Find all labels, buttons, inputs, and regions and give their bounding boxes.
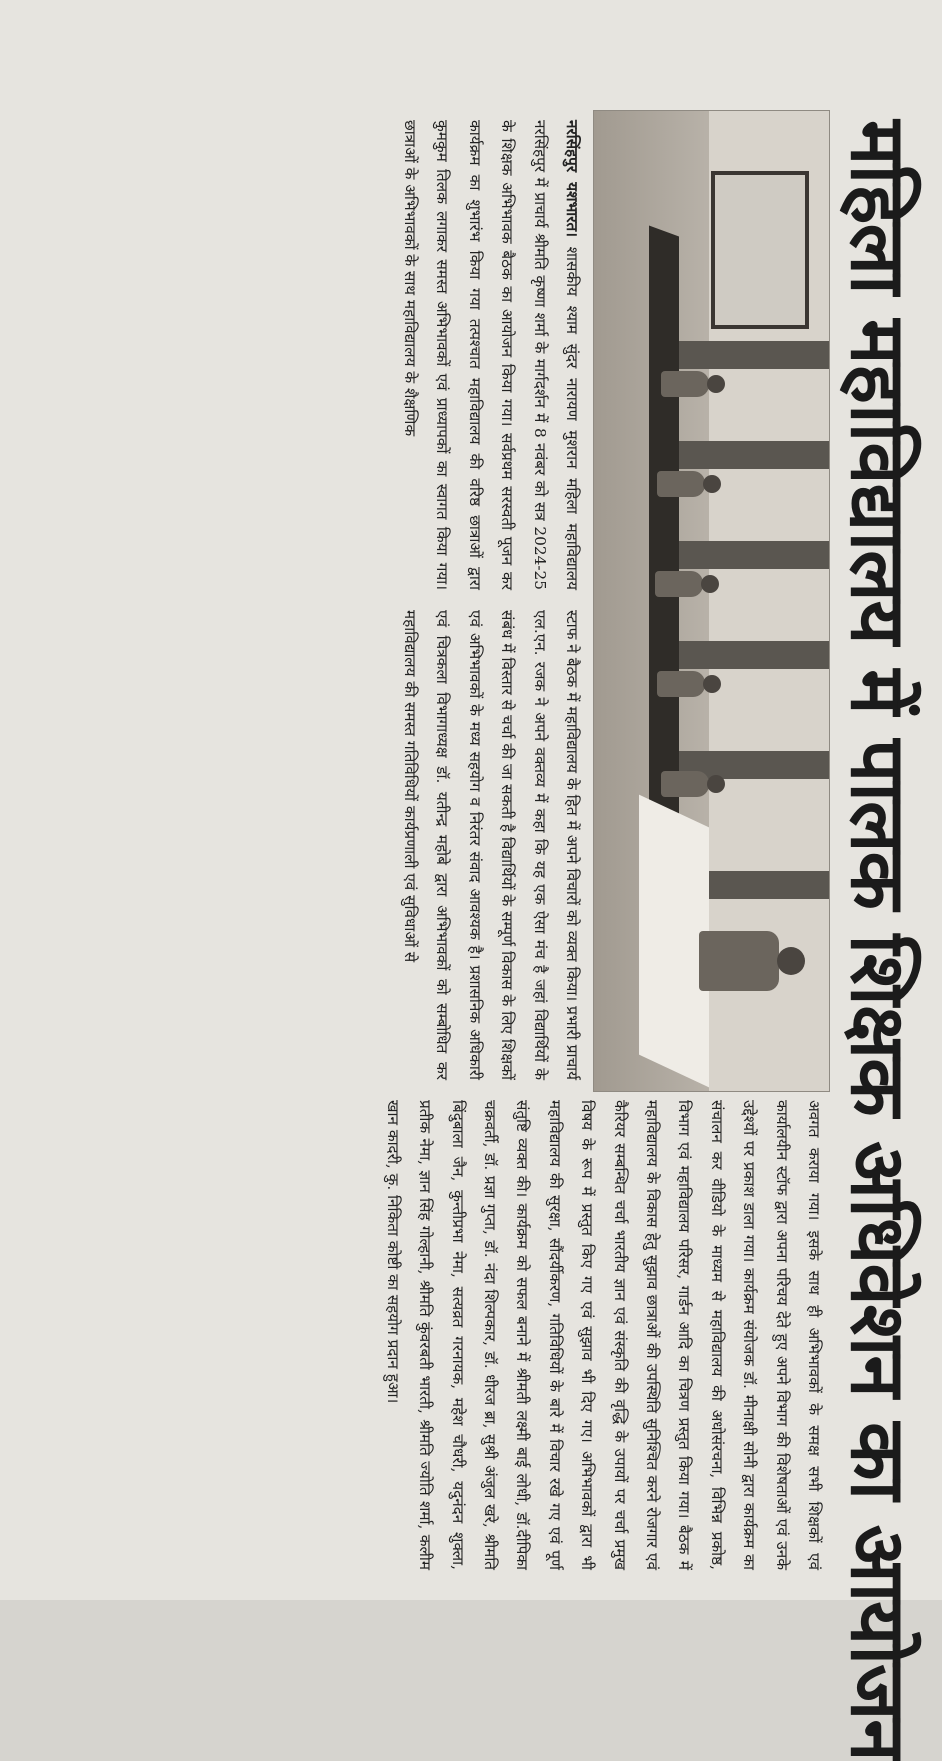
article-dateline: नरसिंहपुर यशभारत।: [563, 120, 581, 237]
photo-person-head: [707, 375, 725, 393]
photo-pillar: [659, 541, 829, 569]
photo-pillar: [659, 641, 829, 669]
photo-pillar: [659, 441, 829, 469]
photo-person: [657, 671, 705, 697]
photo-person: [661, 771, 709, 797]
article-column-2: [0, 610, 588, 1080]
photo-person-head: [777, 947, 805, 975]
event-photo: [593, 110, 830, 1092]
photo-person: [655, 571, 703, 597]
photo-person-standing: [699, 931, 779, 991]
photo-person-head: [701, 575, 719, 593]
article-headline: महिला महाविद्यालय में पालक शिक्षक अधिवेशन का आयोजन: [834, 120, 923, 1761]
article-column-3: [0, 1100, 830, 1570]
photo-notice-board: [711, 171, 809, 329]
photo-person-head: [707, 775, 725, 793]
article-text-1: शासकीय श्याम सुंदर नारायण मुशरान महिला महाविद्यालय नरसिंहपुर में प्राचार्य श्रीमति कृष्णा शर्मा के मार्गदर्शन में 8 नवंबर को सत्र 2024-25 के शिक्षक अभिभावक बैठक का आयोजन किया गया। सर्वप्रथम सरस्वती पूजन कर कार्यक्रम का शुभारंभ किया गया तत्पश्चात महाविद्यालय की वरिष्ठ छात्राओं द्वारा कुमकुम तिलक लगाकर समस्त अभिभावकों एवं प्राध्यापकों का स्वागत किया गया। छात्राओं के अभिभावकों के साथ महाविद्यालय के शैक्षणिक: [400, 120, 581, 590]
photo-person-head: [703, 475, 721, 493]
photo-person-head: [703, 675, 721, 693]
article-column-1: [0, 120, 588, 590]
photo-pillar: [659, 341, 829, 369]
article-text-3: अवगत कराया गया। इसके साथ ही अभिभावकों के समक्ष सभी शिक्षकों एवं कार्यालयीन स्टॉफ द्वारा अपना परिचय देते हुए अपने विभाग की विशेषताओं एवं उनके उद्देश्यों पर प्रकाश डाला गया। कार्यक्रम संयोजक डॉ. मीनाक्षी सोनी द्वारा कार्यक्रम का संचालन कर वीडियो के माध्यम से महाविद्यालय की अधोसंरचना, विभिन्न प्रकोष्ठ, विभाग एवं महाविद्यालय परिसर, गार्डन आदि का चित्रण प्रस्तुत किया गया। बैठक में महाविद्यालय के विकास हेतु सुझाव छात्राओं की उपस्थिति सुनिश्चित करने रोजगार एवं कैरियर सम्बन्धित चर्चा भारतीय ज्ञान एवं संस्कृति की वृद्धि के उपायों पर चर्चा प्रमुख विषय के रूप में प्रस्तुत किए गए एवं सुझाव भी दिए गए। अभिभावकों द्वारा भी महाविद्यालय की सुरक्षा, सौंदर्यीकरण, गतिविधियों के बारे में विचार रखे गए एवं पूर्ण संतुष्टि व्यक्त की। कार्यक्रम को सफल बनाने में श्रीमती लक्ष्मी बाई लोधी, डॉ.दीपिका चक्रवर्ती, डॉ. प्रज्ञा गुप्ता, डॉ. नंदा शिल्पकार, डॉ. धीरज ब्रा, सुश्री अंजुल खरे, श्रीमति बिंदुबाला जैन, कुन्तीप्रभा नेमा, सत्यव्रत गरनायक, महेश चौधरी, यदुनंदन शुक्ला, प्रतीक नेमा, ज्ञान सिंह गोल्हानी, श्रीमति कुंवरबती भारती, श्रीमति ज्योति शर्मा, कलीम खान कादरी, कु. निकिता कोष्टी का सहयोग प्रदान हुआ।: [383, 1100, 823, 1570]
photo-person: [657, 471, 705, 497]
article-text-2: स्टाफ ने बैठक में महाविद्यालय के हित में अपने विचारों को व्यक्त किया। प्रभारी प्राचार्य एल.एन. रजक ने अपने वक्तव्य में कहा कि यह एक ऐसा मंच है जहां विद्यार्थियों के संबंध में विस्तार से चर्चा की जा सकती है विद्यार्थियों के सम्पूर्ण विकास के लिए शिक्षकों एवं अभिभावकों के मध्य सहयोग व निरंतर संवाद आवश्यक है। प्रशासनिक अधिकारी एवं चित्रकला विभागाध्यक्ष डॉ. यतीन्द्र महोबे द्वारा अभिभावकों को सम्बोधित कर महाविद्यालय की समस्त गतिविधियों कार्यप्रणाली एवं सुविधाओं से: [400, 610, 581, 1080]
photo-person: [661, 371, 709, 397]
